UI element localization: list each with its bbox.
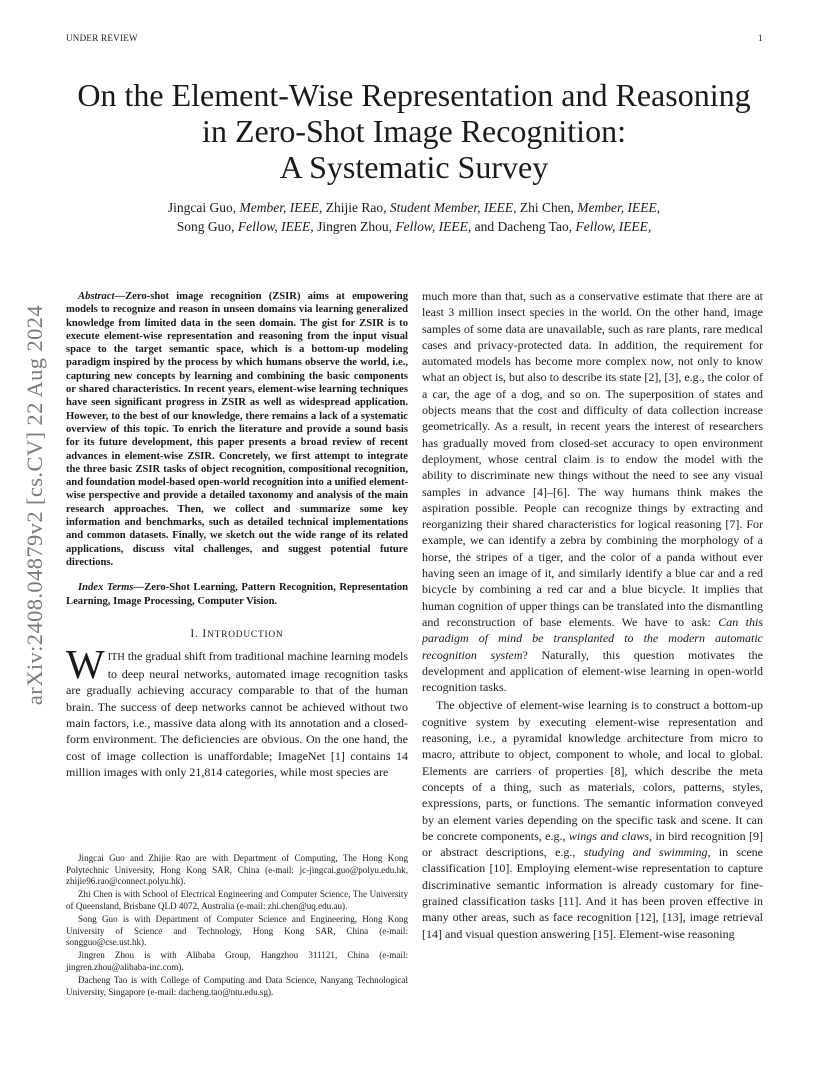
paragraph-2-text-end: , in scene classification [10]. Employing element-wise representation to capture discriminative semantic information is already customary for fine-grained classification tasks [11]. And it has been proven effective in many other areas, such as face recognition [12], [13], image retrieval [14] and visual question answering [15]. Element-wise reasoning bbox=[422, 845, 764, 941]
footnote-1: Jingcai Guo and Zhijie Rao are with Department of Computing, The Hong Kong Polytechnic University, Hong Kong SAR, China (e-mail: jc-jingcai.guo@polyu.edu.hk, zhijie96.rao@connect.polyu.hk). bbox=[66, 853, 408, 887]
paragraph-1 bbox=[422, 288, 763, 695]
author-affiliation: Member, IEEE, bbox=[239, 200, 323, 215]
paragraph-1-question: Can this paradigm of mind be transplanted to the modern automatic recognition system bbox=[422, 614, 763, 662]
index-terms-label: Index Terms bbox=[78, 582, 134, 594]
author-name: Zhi Chen, bbox=[516, 200, 578, 215]
author-name: Jingren Zhou, bbox=[313, 219, 396, 234]
title-line-1: On the Element-Wise Representation and Reasoning bbox=[77, 77, 751, 113]
paper-title bbox=[40, 77, 788, 185]
author-name: Song Guo, bbox=[176, 219, 238, 234]
footnote-3: Song Guo is with Department of Computer Science and Engineering, Hong Kong University of Science and Technology, Hong Kong SAR, China (e-mail: songguo@cse.ust.hk). bbox=[66, 913, 408, 948]
paragraph-2-text: The objective of element-wise learning is to construct a bottom-up cognitive system by executing element-wise representation and reasoning, i.e., a pyramidal knowledge architecture from micro to macro, attribute to object, component to whole, and local to global. Elements are carriers of properties [8], which describe the meta concepts of a thing, such as materials, colors, patterns, styles, expressions, parts, or functions. The semantic information conveyed by an element varies depending on the specific task and scene. It can be concrete components, e.g., bbox=[422, 698, 763, 843]
arxiv-stamp bbox=[20, 290, 50, 720]
author-line-1 bbox=[60, 198, 768, 217]
title-line-2: in Zero-Shot Image Recognition: bbox=[202, 113, 626, 149]
author-affiliation: Student Member, IEEE, bbox=[389, 200, 517, 215]
left-column bbox=[66, 290, 408, 780]
intro-text: the gradual shift from traditional machine learning models to deep neural networks, automated image recognition tasks are gradually achieving accuracy comparable to that of the human brain. The success of deep networks cannot be achieved without two main factors, i.e., massive data along with its annotation and a closed-form environment. The deficiencies are obvious. On the one hand, the cost of image collection is unaffordable; ImageNet [1] contains 14 million images with only 21,814 categories, while most species are bbox=[66, 648, 408, 779]
paragraph-2 bbox=[422, 697, 763, 941]
section-heading-introduction bbox=[66, 628, 408, 640]
paragraph-2-emphasis-1: wings and claws bbox=[568, 828, 650, 843]
page-number: 1 bbox=[758, 33, 763, 43]
running-header: UNDER REVIEW bbox=[66, 33, 138, 43]
title-line-3: A Systematic Survey bbox=[279, 149, 549, 185]
author-name: and Dacheng Tao, bbox=[471, 219, 576, 234]
right-column bbox=[422, 288, 763, 942]
footnotes bbox=[66, 853, 408, 1000]
arxiv-stamp-text: arXiv:2408.04879v2 [cs.CV] 22 Aug 2024 bbox=[22, 304, 48, 706]
author-affiliation: Fellow, IEEE, bbox=[575, 219, 652, 234]
paragraph-1-text-end: ? Naturally, this question motivates the development and application of element-wise learning in open-world recognition tasks. bbox=[422, 647, 763, 695]
paragraph-1-text: much more than that, such as a conservative estimate that there are at least 3 million insect species in the world. On the other hand, image samples of some data are unavailable, such as rare plants, rare medical cases and privacy-protected data. In addition, the requirement for automated models has become more complex now, not only to know what an object is, but also to describe its state [2], [3], e.g., the color of a car, the age of a dog, and so on. The superposition of states and objects means that the cost and difficulty of data collection increase geometrically. As a result, in recent years the interest of researchers has gradually moved from closed-set accuracy to open environment deployment, whose central claim is to endow the model with the ability to discriminate new things without the need to see any visual samples in advance [4]–[6]. The way humans think makes the aspiration possible. People can recognize things by extracting and reorganizing their shared characteristics for logical reasoning [7]. For example, we can identify a zebra by combining the morphology of a horse, the stripes of a tiger, and the color of a panda without ever having seen an image of it, and similarly identify a blue car and a red bicycle by combining a red car and a blue bicycle. It implies that human cognition of upper things can be translated into the dismantling and reconstruction of base elements. We have to ask: bbox=[422, 289, 763, 629]
author-line-2 bbox=[60, 217, 768, 236]
author-name: Zhijie Rao, bbox=[322, 200, 390, 215]
section-initial: I bbox=[202, 627, 208, 640]
paragraph-2-emphasis-2: studying and swimming bbox=[583, 845, 708, 860]
author-affiliation: Fellow, IEEE, bbox=[395, 219, 472, 234]
intro-first-word: ITH bbox=[107, 651, 125, 663]
abstract-text: —Zero-shot image recognition (ZSIR) aims at empowering models to recognize and reason in unseen domains via learning generalized knowledge from limited data in the seen domain. The gist for ZSIR is to execute element-wise representation and reasoning from the input visual space to the target semantic space, which is a bottom-up modeling paradigm inspired by the process by which humans observe the world, i.e., capturing new concepts by learning and combining the basic components or shared characteristics. In recent years, element-wise learning techniques have seen significant progress in ZSIR as well as widespread application. However, to the best of our knowledge, there remains a lack of a systematic overview of this topic. To enrich the literature and provide a sound basis for its future development, this paper presents a broad review of recent advances in element-wise ZSIR. Concretely, we first attempt to integrate the three basic ZSIR tasks of object recognition, compositional recognition, and foundation model-based open-world recognition into a unified element-wise perspective and provide a detailed taxonomy and analysis of the main research approaches. Then, we collect and summarize some key information and benchmarks, such as detailed technical implementations and common datasets. Finally, we sketch out the wide range of its related applications, discuss vital challenges, and suggest potential future directions. bbox=[66, 291, 408, 568]
author-name: Jingcai Guo, bbox=[167, 200, 240, 215]
author-affiliation: Fellow, IEEE, bbox=[237, 219, 314, 234]
abstract bbox=[66, 290, 408, 569]
drop-cap: W bbox=[66, 640, 105, 687]
abstract-label: Abstract bbox=[78, 291, 115, 302]
author-affiliation: Member, IEEE, bbox=[577, 200, 661, 215]
footnote-4: Jingren Zhou is with Alibaba Group, Hangzhou 311121, China (e-mail: jingren.zhou@alibaba-inc.com). bbox=[66, 950, 408, 972]
footnote-5: Dacheng Tao is with College of Computing and Data Science, Nanyang Technological University, Singapore (e-mail: dacheng.tao@ntu.edu.sg). bbox=[66, 974, 408, 997]
section-number: I. bbox=[190, 627, 203, 640]
section-title-rest: NTRODUCTION bbox=[207, 629, 284, 640]
author-list bbox=[60, 198, 768, 236]
intro-paragraph bbox=[66, 640, 408, 780]
index-terms bbox=[66, 581, 408, 608]
paragraph-2-text-mid: , in bird recognition [9] or abstract descriptions, e.g., bbox=[422, 828, 763, 860]
index-terms-text: —Zero-Shot Learning, Pattern Recognition, Representation Learning, Image Processing, Computer Vision. bbox=[66, 582, 409, 607]
footnote-2: Zhi Chen is with School of Electrical Engineering and Computer Science, The University of Queensland, Brisbane QLD 4072, Australia (e-mail: zhi.chen@uq.edu.au). bbox=[66, 889, 408, 911]
